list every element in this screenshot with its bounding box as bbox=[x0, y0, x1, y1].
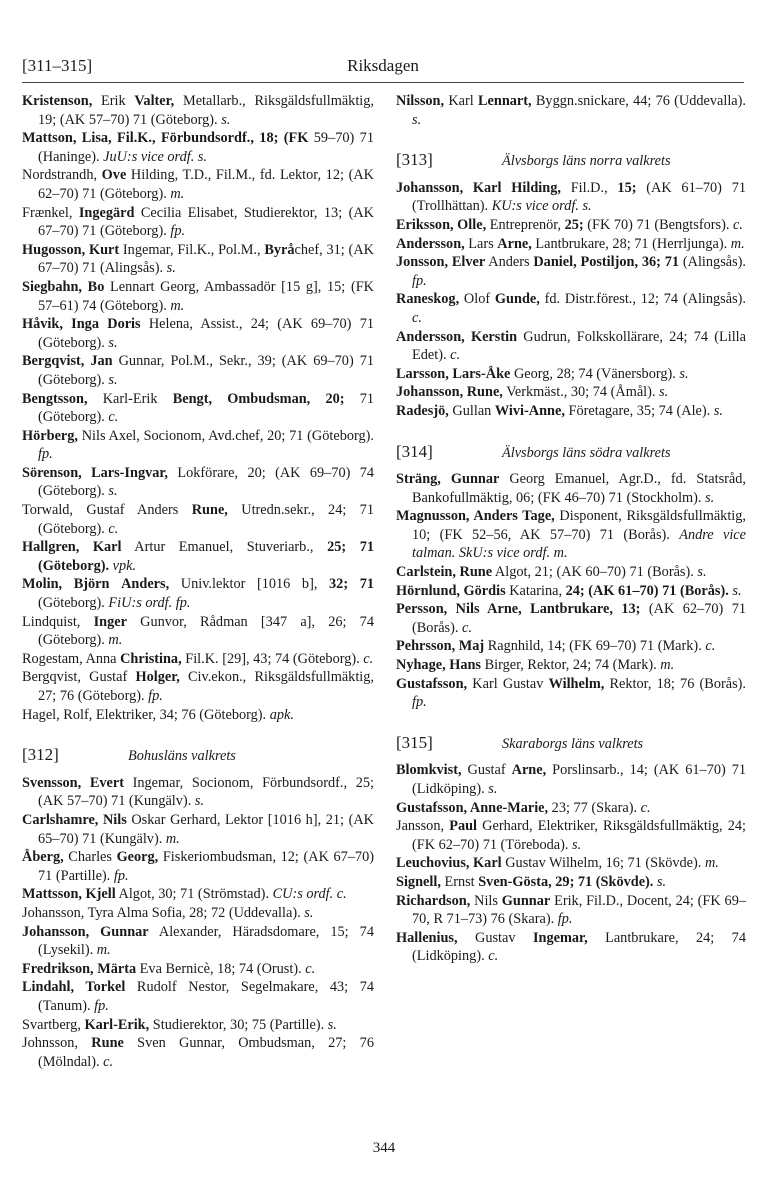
section-name: Älvsborgs läns norra valkrets bbox=[502, 153, 671, 170]
entry-text: Univ.lektor [1016 b], bbox=[169, 576, 330, 593]
italic-text: c. bbox=[462, 619, 472, 636]
bold-text: Sträng, Gunnar bbox=[396, 471, 500, 488]
italic-text: s. bbox=[713, 402, 723, 419]
entry-text: 23; 77 (Skara). bbox=[548, 799, 641, 816]
member-entry bbox=[396, 656, 746, 675]
bold-text: Richardson, bbox=[396, 892, 471, 909]
italic-text: m. bbox=[108, 632, 123, 649]
entry-text: Ernst bbox=[440, 873, 479, 890]
entry-text: fd. Distr.förest., 12; 74 (Alingsås). bbox=[539, 291, 746, 308]
bold-text: Hörberg, bbox=[22, 427, 78, 444]
bold-text: Byrå bbox=[264, 241, 295, 258]
italic-text: fp. bbox=[412, 694, 427, 711]
section-heading-315 bbox=[396, 734, 746, 754]
member-entry bbox=[396, 507, 746, 563]
entry-text: Verkmäst., 30; 74 (Åmål). bbox=[502, 384, 660, 401]
italic-text: m. bbox=[170, 297, 185, 314]
bold-text: Daniel, Postiljon, 36; 71 bbox=[533, 254, 680, 271]
section-heading-313 bbox=[396, 151, 746, 171]
member-entry bbox=[22, 811, 374, 848]
member-entry bbox=[396, 253, 746, 290]
bold-text: Bergqvist, Jan bbox=[22, 353, 113, 370]
entry-text: Ingemar, Socionom, Förbundsordf., 25; (AK 57–70) 71 (Kungälv). bbox=[38, 774, 374, 810]
member-entry bbox=[22, 960, 374, 979]
entry-text: Lindquist, bbox=[22, 613, 94, 630]
italic-text: s. bbox=[108, 334, 118, 351]
member-entry bbox=[22, 923, 374, 960]
member-entry bbox=[22, 706, 374, 725]
entry-text: Gerhard, Elektriker, Riksgäldsfullmäktig, 24; (FK 62–70) 71 (Töreboda). bbox=[412, 818, 747, 853]
member-entry bbox=[396, 470, 746, 507]
member-entry bbox=[396, 892, 746, 929]
entry-text: Metallarb., Riksgäldsfullmäktig, 19; (AK 57–70) 71 (Göteborg). bbox=[38, 93, 374, 128]
entry-text: (FK 70) 71 (Bengtsfors). bbox=[583, 216, 733, 233]
italic-text: fp. bbox=[148, 688, 163, 704]
entry-text bbox=[81, 775, 90, 791]
bold-text: Nilsson, bbox=[396, 93, 445, 109]
entry-text: Gudrun, Folkskollärare, 24; 74 (Lilla Edet). bbox=[412, 328, 746, 364]
bold-text: Evert bbox=[89, 774, 124, 791]
entry-text: Svartberg, bbox=[22, 1016, 85, 1033]
entry-text: Eva Bernicè, 18; 74 (Orust). bbox=[136, 960, 306, 977]
bold-text: 29; 71 (Skövde). bbox=[555, 873, 657, 890]
bold-text: Inger bbox=[93, 613, 127, 630]
entry-text: Företagare, 35; 74 (Ale). bbox=[564, 402, 714, 419]
bold-text: Johansson, Gunnar bbox=[22, 923, 149, 940]
italic-text: s. bbox=[194, 793, 204, 810]
bold-text: Siegbahn, Bo bbox=[22, 278, 105, 295]
entry-text: Hagel, Rolf, Elektriker, 34; 76 (Göteborg). bbox=[22, 706, 270, 723]
section-number: [315] bbox=[396, 732, 433, 752]
entry-text: Gustav bbox=[457, 929, 533, 946]
member-entry bbox=[22, 166, 374, 203]
entry-text: Gustav Wilhelm, 16; 71 (Skövde). bbox=[501, 855, 705, 872]
bold-text: Blomkvist, bbox=[396, 762, 462, 779]
bold-text: 24; (AK 61–70) 71 bbox=[565, 582, 677, 599]
entry-text: Lantbrukare, 28; 71 (Herrljunga). bbox=[531, 235, 731, 252]
italic-text: s. bbox=[166, 260, 176, 277]
bold-text: Radesjö, bbox=[396, 402, 449, 419]
italic-text: FiU:s ordf. fp. bbox=[108, 595, 191, 612]
italic-text: c. bbox=[640, 799, 651, 816]
entry-text: Gullan bbox=[448, 402, 495, 419]
entry-text: Birger, Rektor, 24; 74 (Mark). bbox=[481, 657, 661, 674]
entry-text: Porslinsarb., 14; (AK 61–70) 71 (Lidköping). bbox=[412, 762, 747, 797]
entry-text: Rektor, 18; 76 (Borås). bbox=[604, 675, 746, 692]
italic-text: s. bbox=[572, 836, 582, 853]
member-entry bbox=[396, 402, 746, 421]
bold-text: Georg, bbox=[116, 849, 159, 866]
entry-text: Lokförare, 20; (AK 69–70) 74 (Göteborg). bbox=[38, 464, 375, 500]
entry-text: Fil.K. [29], 43; 74 (Göteborg). bbox=[181, 650, 364, 667]
bold-text: Sven-Gösta, bbox=[478, 873, 552, 890]
constituency-315-list bbox=[396, 761, 746, 966]
member-entry bbox=[396, 328, 746, 365]
bold-text: Carlshamre, Nils bbox=[22, 811, 127, 828]
italic-text: fp. bbox=[94, 997, 109, 1014]
member-entry bbox=[22, 650, 374, 669]
bold-text: Sörenson, Lars-Ingvar, bbox=[22, 464, 169, 481]
entry-text: Georg, 28; 74 (Vänersborg). bbox=[510, 365, 680, 382]
italic-text: c. bbox=[108, 520, 119, 537]
entry-text: Ragnhild, 14; (FK 69–70) 71 (Mark). bbox=[484, 638, 706, 655]
member-entry bbox=[396, 365, 746, 384]
entry-text: Utredn.sekr., 24; 71 (Göteborg). bbox=[38, 502, 374, 537]
bold-text: Johansson, Rune, bbox=[396, 384, 503, 401]
member-entry bbox=[396, 854, 746, 873]
header-range: [311–315] bbox=[22, 56, 93, 75]
bold-text: Jonsson, Elver bbox=[396, 254, 486, 271]
italic-text: fp. bbox=[557, 911, 573, 928]
entry-text: Hilding, T.D., Fil.M., fd. Lektor, 12; (AK 62–70) 71 (Göteborg). bbox=[38, 167, 374, 202]
italic-text: s. bbox=[412, 111, 422, 128]
bold-text: Eriksson, Olle, bbox=[396, 216, 487, 233]
bold-text: Hörnlund, Gördis bbox=[396, 582, 506, 599]
entry-text: Nordstrandh, bbox=[22, 167, 102, 184]
italic-text: fp. bbox=[38, 446, 53, 463]
bold-text: Lindahl, Torkel bbox=[22, 979, 126, 996]
member-entry bbox=[22, 538, 374, 575]
entry-text: (Alingsås). bbox=[679, 254, 746, 271]
italic-text: KU:s vice ordf. s. bbox=[491, 198, 592, 215]
entry-text: Gustaf bbox=[461, 762, 512, 779]
member-entry bbox=[22, 575, 374, 612]
bold-text: 15; bbox=[617, 179, 637, 196]
entry-text: Georg Emanuel, Agr.D., fd. Statsråd, Bankofullmäktig, 06; (FK 46–70) 71 (Stockholm). bbox=[412, 471, 746, 506]
constituency-312-list-continued bbox=[396, 92, 746, 129]
entry-text: 59–70) 71 (Haninge). bbox=[38, 130, 374, 165]
member-entry bbox=[22, 904, 374, 923]
bold-text: Anders, bbox=[121, 576, 170, 593]
entry-text: Torwald, Gustaf Anders bbox=[22, 502, 192, 519]
italic-text: c. bbox=[412, 309, 422, 326]
entry-text: Olof bbox=[459, 291, 495, 308]
bold-text: Magnusson, Anders Tage, bbox=[396, 508, 555, 525]
bold-text: Karl-Erik, bbox=[84, 1016, 150, 1033]
entry-text: Jansson, bbox=[396, 818, 450, 835]
entry-text: (AK 62–70) 71 (Borås). bbox=[412, 601, 747, 636]
entry-text: Fiskeriombudsman, 12; (AK 67–70) 71 (Partille). bbox=[38, 849, 374, 884]
member-entry bbox=[22, 315, 374, 352]
bold-text: 25; bbox=[327, 539, 347, 556]
header-title: Riksdagen bbox=[347, 56, 419, 75]
bold-text: Hallenius, bbox=[396, 929, 458, 946]
member-entry bbox=[22, 92, 374, 129]
entry-text: (AK 61–70) 71 (Trollhättan). bbox=[412, 179, 747, 215]
entry-text: Katarina, bbox=[505, 582, 566, 599]
entry-text: Sven Gunnar, Ombudsman, 27; 76 (Mölndal). bbox=[38, 1035, 374, 1070]
bold-text: Johansson, Karl Hilding, bbox=[396, 179, 561, 196]
bold-text: Rune, bbox=[191, 502, 228, 519]
entry-text: Byggn.snickare, 44; 76 (Uddevalla). bbox=[531, 93, 746, 109]
italic-text: c. bbox=[732, 216, 743, 233]
bold-text: Håvik, Inga Doris bbox=[22, 316, 141, 333]
bold-text: Fil.K., Förbundsordf., 18; (FK bbox=[117, 130, 309, 147]
entry-text: Bergqvist, Gustaf bbox=[22, 669, 136, 686]
italic-text: s. bbox=[679, 365, 689, 382]
member-entry bbox=[396, 582, 746, 601]
section-name: Skaraborgs läns valkrets bbox=[502, 735, 644, 752]
italic-text: fp. bbox=[170, 223, 186, 240]
italic-text: s. bbox=[488, 781, 498, 797]
entry-text: Civ.ekon., Riksgäldsfullmäktig, 27; 76 (Göteborg). bbox=[38, 669, 374, 704]
entry-text: Rogestam, Anna bbox=[22, 650, 121, 667]
italic-text: s. bbox=[656, 873, 667, 890]
italic-text: m. bbox=[96, 942, 111, 959]
member-entry bbox=[22, 1034, 374, 1071]
member-entry bbox=[22, 129, 374, 166]
italic-text: m. bbox=[730, 235, 745, 252]
entry-text: (Göteborg). bbox=[38, 595, 109, 612]
entry-text: Gunvor, Rådman [347 a], 26; 74 (Göteborg). bbox=[38, 613, 374, 649]
member-entry bbox=[396, 92, 746, 129]
bold-text: Märta bbox=[97, 960, 137, 977]
section-heading-312 bbox=[22, 746, 374, 766]
italic-text: m. bbox=[660, 657, 675, 674]
right-column bbox=[396, 92, 746, 966]
italic-text: fp. bbox=[412, 272, 427, 289]
italic-text: JuU:s vice ordf. s. bbox=[103, 148, 207, 165]
bold-text: Gustafsson, Anne-Marie, bbox=[396, 799, 549, 816]
member-entry bbox=[22, 978, 374, 1015]
entry-text: chef, 31; (AK 67–70) 71 (Alingsås). bbox=[38, 241, 374, 277]
member-entry bbox=[22, 885, 374, 904]
entry-text: Gunnar, Pol.M., Sekr., 39; (AK 69–70) 71 (Göteborg). bbox=[38, 353, 374, 388]
bold-text: Ingemar, bbox=[532, 929, 588, 946]
left-column bbox=[22, 92, 374, 1071]
entry-text: Entreprenör, bbox=[486, 216, 565, 233]
entry-text: Frænkel, bbox=[22, 204, 79, 221]
italic-text: s. bbox=[697, 564, 707, 581]
entry-text: Karl-Erik bbox=[87, 390, 173, 407]
bold-text: Signell, bbox=[396, 873, 441, 890]
bold-text: Rune bbox=[91, 1035, 124, 1052]
entry-text: Ingemar, Fil.K., Pol.M., bbox=[119, 241, 265, 258]
entry-text: Charles bbox=[63, 849, 117, 866]
bold-text: Wilhelm, bbox=[548, 675, 605, 692]
entry-text: Erik, Fil.D., Docent, 24; (FK 69–70, R 71–73) 76 (Skara). bbox=[412, 892, 746, 928]
bold-text: Fredrikson, bbox=[22, 960, 94, 977]
bold-text: Bengt, Ombudsman, 20; bbox=[172, 390, 345, 407]
member-entry bbox=[396, 873, 746, 892]
member-entry bbox=[22, 352, 374, 389]
entry-text: Algot, 30; 71 (Strömstad). bbox=[115, 886, 273, 903]
member-entry bbox=[396, 563, 746, 582]
italic-text: c. bbox=[705, 638, 716, 655]
entry-text: Oskar Gerhard, Lektor [1016 h], 21; (AK 65–70) 71 (Kungälv). bbox=[38, 811, 374, 847]
member-entry bbox=[22, 278, 374, 315]
bold-text: Bengtsson, bbox=[22, 390, 88, 407]
constituency-312-list bbox=[22, 774, 374, 1072]
member-entry bbox=[396, 675, 746, 712]
bold-text: Leuchovius, Karl bbox=[396, 855, 502, 872]
entry-text: Johansson, Tyra Alma Sofia, 28; 72 (Uddevalla). bbox=[22, 904, 305, 921]
bold-text: Svensson, bbox=[22, 774, 82, 791]
entry-text: Studierektor, 30; 75 (Partille). bbox=[149, 1016, 328, 1033]
bold-text: Ove bbox=[101, 167, 127, 184]
entry-text: Helena, Assist., 24; (AK 69–70) 71 (Göteborg). bbox=[38, 316, 374, 351]
italic-text: c. bbox=[108, 409, 119, 426]
entry-text: Algot, 21; (AK 60–70) 71 (Borås). bbox=[492, 564, 698, 581]
italic-text: s. bbox=[304, 904, 314, 921]
bold-text: Mattsson, Kjell bbox=[22, 886, 116, 903]
entry-text: Alexander, Häradsdomare, 15; 74 (Lysekil). bbox=[38, 923, 374, 959]
bold-text: Arne, bbox=[497, 235, 532, 252]
entry-text: Artur Emanuel, Stuveriarb., bbox=[121, 539, 328, 556]
entry-text: Fil.D., bbox=[560, 179, 618, 196]
member-entry bbox=[22, 613, 374, 650]
bold-text: Kristenson, bbox=[22, 93, 93, 109]
entry-text: 71 (Göteborg). bbox=[38, 390, 375, 426]
member-entry bbox=[396, 600, 746, 637]
italic-text: m. bbox=[165, 830, 180, 847]
bold-text: Pehrsson, Maj bbox=[396, 638, 485, 655]
bold-text: Raneskog, bbox=[396, 291, 460, 308]
member-entry bbox=[22, 464, 374, 501]
constituency-314-list bbox=[396, 470, 746, 712]
member-entry bbox=[396, 799, 746, 818]
bold-text: Hugosson, Kurt bbox=[22, 241, 120, 258]
member-entry bbox=[396, 637, 746, 656]
section-name: Bohusläns valkrets bbox=[128, 748, 236, 765]
bold-text: Valter, bbox=[134, 93, 175, 109]
bold-text: Andersson, Kerstin bbox=[396, 328, 518, 345]
bold-text: Christina, bbox=[120, 650, 182, 667]
section-number: [313] bbox=[396, 150, 433, 170]
italic-text: c. bbox=[363, 650, 374, 667]
entry-text bbox=[109, 576, 121, 592]
entry-text: Anders bbox=[485, 254, 534, 271]
member-entry bbox=[396, 817, 746, 854]
italic-text: vpk. bbox=[112, 557, 137, 574]
bold-text: Larsson, Lars-Åke bbox=[396, 365, 511, 382]
italic-text: c. bbox=[450, 347, 461, 364]
italic-text: apk. bbox=[269, 706, 294, 723]
bold-text: Andersson, bbox=[396, 235, 465, 252]
entry-text: Nils Axel, Socionom, Avd.chef, 20; 71 (Göteborg). bbox=[77, 427, 374, 444]
member-entry bbox=[22, 204, 374, 241]
page-header bbox=[22, 56, 744, 82]
italic-text: fp. bbox=[113, 867, 129, 884]
bold-text: Åberg, bbox=[22, 849, 64, 866]
member-entry bbox=[396, 179, 746, 216]
bold-text: Mattson, Lisa, bbox=[22, 130, 112, 147]
entry-text bbox=[346, 539, 360, 555]
italic-text: CU:s ordf. c. bbox=[272, 886, 347, 903]
bold-text: Persson, Nils Arne, Lantbrukare, 13; bbox=[396, 601, 641, 618]
entry-text: Lantbrukare, 24; 74 (Lidköping). bbox=[412, 929, 746, 965]
bold-text: 71 (Göteborg). bbox=[38, 539, 374, 574]
section-heading-314 bbox=[396, 443, 746, 463]
entry-text: Johnsson, bbox=[22, 1035, 92, 1052]
bold-text: Gunde, bbox=[494, 291, 540, 308]
italic-text: m. bbox=[170, 185, 185, 202]
bold-text: Gunnar bbox=[501, 892, 551, 909]
italic-text: s. bbox=[732, 582, 742, 599]
entry-text: Lars bbox=[464, 235, 498, 252]
bold-text: Lennart, bbox=[478, 93, 532, 109]
italic-text: c. bbox=[305, 960, 316, 977]
section-name: Älvsborgs läns södra valkrets bbox=[502, 444, 671, 461]
entry-text: Erik bbox=[92, 93, 135, 109]
italic-text: s. bbox=[108, 483, 118, 500]
bold-text: Carlstein, Rune bbox=[396, 564, 493, 581]
italic-text: s. bbox=[108, 371, 118, 388]
bold-text: Nyhage, Hans bbox=[396, 657, 481, 674]
entry-text: Karl Gustav bbox=[467, 675, 549, 692]
member-entry bbox=[22, 501, 374, 538]
bold-text: Hallgren, Karl bbox=[22, 539, 122, 556]
page-number: 344 bbox=[372, 1140, 396, 1156]
member-entry bbox=[396, 235, 746, 254]
member-entry bbox=[22, 390, 374, 427]
entry-text: Nils bbox=[470, 892, 502, 909]
italic-text: c. bbox=[488, 948, 499, 965]
italic-text: m. bbox=[704, 855, 719, 872]
member-entry bbox=[22, 427, 374, 464]
section-number: [312] bbox=[22, 745, 59, 765]
italic-text: s. bbox=[221, 111, 231, 128]
bold-text: Paul bbox=[449, 818, 478, 835]
italic-text: s. bbox=[705, 489, 715, 506]
member-entry bbox=[396, 929, 746, 966]
italic-text: s. bbox=[327, 1016, 337, 1033]
entry-text: Rudolf Nestor, Segelmakare, 43; 74 (Tanum). bbox=[38, 979, 374, 1014]
constituency-311-list bbox=[22, 92, 374, 724]
entry-text: Disponent, Riksgäldsfullmäktig, 10; (FK 52–56, AK 57–70) 71 (Borås). bbox=[412, 508, 746, 543]
bold-text: Wivi-Anne, bbox=[494, 402, 565, 419]
bold-text: (Borås). bbox=[679, 582, 733, 599]
bold-text: Gustafsson, bbox=[396, 675, 468, 692]
header-rule bbox=[22, 82, 744, 83]
bold-text: 25; bbox=[564, 216, 584, 233]
entry-text: Cecilia Elisabet, Studierektor, 13; (AK 67–70) 71 (Göteborg). bbox=[38, 204, 375, 240]
member-entry bbox=[22, 668, 374, 705]
member-entry bbox=[22, 774, 374, 811]
bold-text: 32; 71 bbox=[329, 576, 374, 593]
bold-text: Holger, bbox=[135, 669, 180, 686]
member-entry bbox=[396, 383, 746, 402]
member-entry bbox=[22, 241, 374, 278]
bold-text: Arne, bbox=[511, 762, 547, 779]
italic-text: s. bbox=[659, 384, 669, 401]
italic-text: c. bbox=[103, 1053, 114, 1070]
member-entry bbox=[22, 848, 374, 885]
constituency-313-list bbox=[396, 179, 746, 421]
entry-text: Karl bbox=[444, 93, 478, 109]
italic-text: Andre vice talman. SkU:s vice ordf. m. bbox=[412, 526, 746, 562]
entry-text: Lennart Georg, Ambassadör [15 g], 15; (FK 57–61) 74 (Göteborg). bbox=[38, 278, 374, 314]
member-entry bbox=[396, 216, 746, 235]
bold-text: Molin, Björn bbox=[22, 576, 110, 593]
member-entry bbox=[22, 1016, 374, 1035]
bold-text: Ingegärd bbox=[78, 204, 135, 221]
section-number: [314] bbox=[396, 441, 433, 461]
member-entry bbox=[396, 290, 746, 327]
member-entry bbox=[396, 761, 746, 798]
